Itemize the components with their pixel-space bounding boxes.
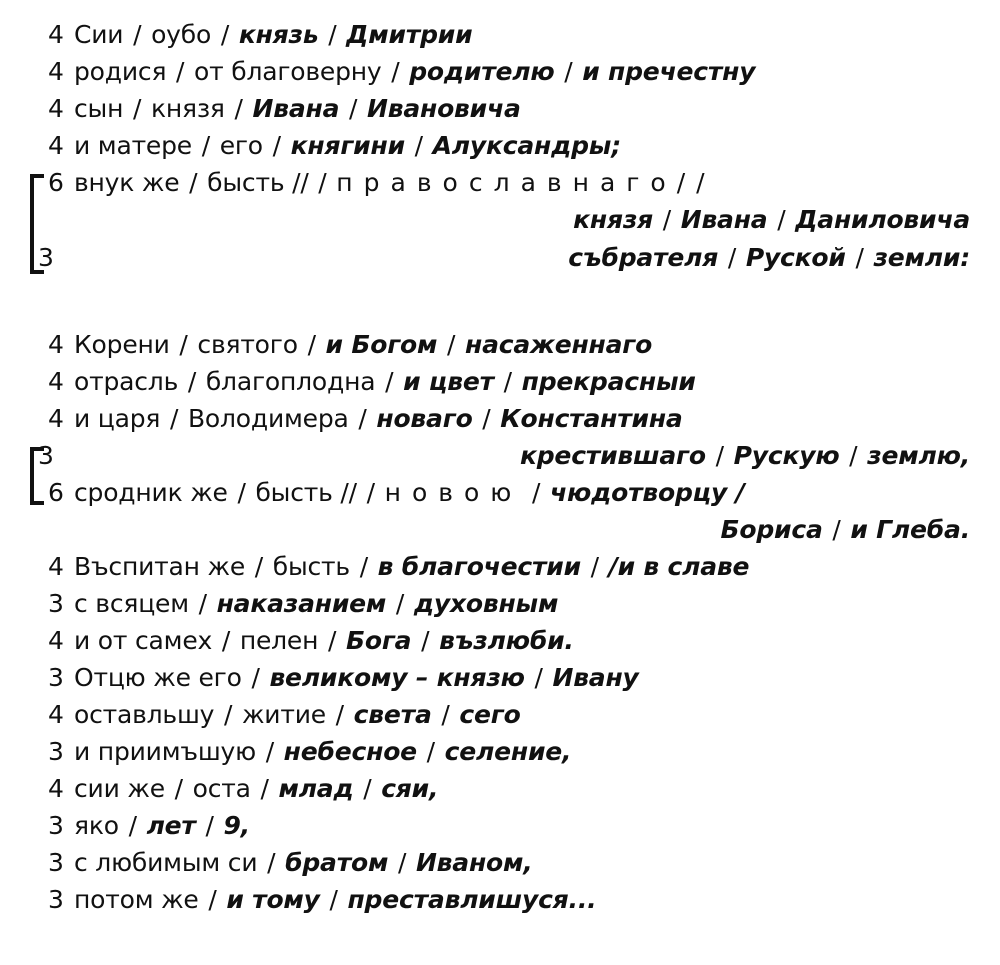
verse-segment: родителю: [409, 57, 555, 86]
verse-line: [48, 885, 596, 915]
colon-separator: /: [166, 774, 191, 803]
verse-segment: в благочестии: [377, 552, 581, 581]
verse-line: [48, 700, 521, 730]
syllable-count: 4: [48, 330, 64, 359]
colon-separator: /: [214, 626, 238, 655]
verse-segment: оставльшу: [74, 700, 215, 729]
colon-separator: /: [406, 131, 431, 160]
verse-segment: и царя: [74, 404, 161, 433]
verse-segment: землю,: [867, 441, 970, 470]
verse-segment: бысть //: [207, 168, 309, 197]
colon-separator: /: [526, 663, 551, 692]
verse-segment: Корени: [74, 330, 170, 359]
colon-separator: /: [439, 330, 463, 359]
verse-segment: святого: [197, 330, 298, 359]
verse-segment: 9,: [223, 811, 250, 840]
colon-separator: /: [433, 700, 458, 729]
colon-separator: /: [168, 57, 193, 86]
verse-segment: житие: [241, 700, 326, 729]
verse-line: [48, 330, 652, 360]
colon-separator: /: [341, 94, 365, 123]
syllable-count: 3: [48, 663, 64, 692]
verse-segment: прекрасныи: [521, 367, 696, 396]
verse-segment: Даниловича: [795, 205, 970, 234]
verse-line: [48, 589, 558, 619]
colon-separator: /: [310, 168, 335, 197]
verse-segment: его: [219, 131, 263, 160]
verse-line: [48, 168, 716, 198]
verse-segment: оста: [192, 774, 251, 803]
colon-separator: /: [350, 404, 375, 433]
verse-segment: и тому: [226, 885, 320, 914]
verse-segment: преставлишуся...: [347, 885, 597, 914]
verse-segment: Руской: [745, 243, 846, 272]
colon-separator: /: [229, 478, 254, 507]
verse-line: [573, 205, 970, 235]
syllable-count: 4: [48, 20, 64, 49]
verse-segment: Ивану: [552, 663, 639, 692]
colon-separator: /: [720, 243, 744, 272]
verse-segment: Дмитрии: [346, 20, 473, 49]
colon-separator: /: [355, 774, 380, 803]
colon-separator: /: [358, 478, 383, 507]
colon-separator: /: [556, 57, 581, 86]
verse-segment: потом же: [74, 885, 199, 914]
verse-segment: Рускую: [733, 441, 840, 470]
syllable-count: 3: [48, 848, 64, 877]
verse-segment: сего: [459, 700, 521, 729]
verse-segment: благоплодна: [205, 367, 376, 396]
colon-separator: /: [320, 626, 344, 655]
syllable-count: 3: [48, 885, 64, 914]
verse-segment: чюдотворцу /: [550, 478, 745, 507]
colon-separator: /: [351, 552, 376, 581]
verse-segment: сяи,: [381, 774, 439, 803]
colon-separator: /: [299, 330, 324, 359]
syllable-count: 3: [48, 589, 64, 618]
syllable-count: 6: [48, 478, 64, 507]
verse-segment: князя: [150, 94, 225, 123]
verse-segment: лет: [146, 811, 196, 840]
verse-segment: и пречестну: [582, 57, 756, 86]
verse-line: [48, 848, 533, 878]
syllable-count: 4: [48, 367, 64, 396]
colon-separator: /: [824, 515, 849, 544]
verse-segment: внук же: [74, 168, 180, 197]
verse-segment: и от самех: [74, 626, 213, 655]
colon-separator: /: [495, 367, 520, 396]
verse-segment: млад: [278, 774, 354, 803]
verse-line: [48, 737, 571, 767]
verse-segment: родися: [74, 57, 167, 86]
verse-line: [568, 243, 970, 273]
colon-separator: /: [190, 589, 215, 618]
syllable-count: 4: [48, 131, 64, 160]
verse-segment: новою: [384, 478, 523, 507]
syllable-count: 4: [48, 57, 64, 86]
verse-segment: Ивановича: [366, 94, 521, 123]
verse-segment: и цвет: [403, 367, 494, 396]
verse-segment: събрателя: [568, 243, 719, 272]
syllable-count: 4: [48, 94, 64, 123]
verse-segment: Ивана: [680, 205, 768, 234]
verse-segment: братом: [285, 848, 389, 877]
verse-segment: сын: [74, 94, 124, 123]
syllable-count: 4: [48, 700, 64, 729]
verse-segment: с всяцем: [74, 589, 189, 618]
verse-segment: великому – князю: [269, 663, 525, 692]
verse-segment: /и в славе: [608, 552, 750, 581]
verse-segment: Бориса: [720, 515, 823, 544]
verse-segment: Алуксандры;: [432, 131, 621, 160]
verse-segment: Володимера: [187, 404, 349, 433]
colon-separator: /: [200, 885, 225, 914]
verse-segment: бысть //: [255, 478, 357, 507]
verse-segment: от благоверну: [194, 57, 382, 86]
syllable-count: 3: [48, 811, 64, 840]
verse-segment: новаго: [376, 404, 473, 433]
colon-separator: /: [213, 20, 237, 49]
colon-separator: /: [320, 20, 345, 49]
verse-segment: княгини: [290, 131, 405, 160]
colon-separator: /: [125, 20, 150, 49]
colon-separator: /: [841, 441, 866, 470]
grouping-bracket: [30, 174, 44, 274]
verse-segment: Въспитан же: [74, 552, 246, 581]
verse-segment: князь: [238, 20, 319, 49]
colon-separator: /: [655, 205, 679, 234]
verse-segment: света: [353, 700, 432, 729]
verse-line: [48, 367, 696, 397]
syllable-count: 4: [48, 774, 64, 803]
verse-segment: духовным: [413, 589, 559, 618]
colon-separator: /: [413, 626, 438, 655]
colon-separator: /: [171, 330, 196, 359]
colon-separator: /: [243, 663, 268, 692]
verse-segment: крестившаго: [519, 441, 706, 470]
verse-segment: и матере: [74, 131, 192, 160]
verse-segment: сии же: [74, 774, 165, 803]
verse-segment: наказанием: [216, 589, 387, 618]
verse-segment: Бога: [345, 626, 412, 655]
verse-segment: с любимым си: [74, 848, 258, 877]
colon-separator: /: [582, 552, 607, 581]
verse-line: [48, 20, 472, 50]
colon-separator: /: [321, 885, 346, 914]
colon-separator: /: [125, 94, 149, 123]
colon-separator: /: [197, 811, 222, 840]
verse-segment: и приимъшую: [74, 737, 256, 766]
verse-segment: земли:: [873, 243, 970, 272]
colon-separator: /: [193, 131, 218, 160]
colon-separator: /: [252, 774, 277, 803]
verse-segment: Отцю же его: [74, 663, 242, 692]
verse-segment: Константина: [500, 404, 683, 433]
verse-segment: Сии: [74, 20, 124, 49]
colon-separator: /: [847, 243, 872, 272]
colon-separator: /: [388, 589, 412, 618]
syllable-count: 4: [48, 626, 64, 655]
verse-segment: отрасль: [74, 367, 179, 396]
verse-segment: възлюби.: [439, 626, 574, 655]
verse-segment: селение,: [444, 737, 572, 766]
verse-segment: и Богом: [325, 330, 438, 359]
colon-separator: /: [377, 367, 402, 396]
colon-separator: /: [259, 848, 284, 877]
verse-line: [48, 404, 683, 434]
verse-line: [520, 441, 970, 471]
verse-segment: и Глеба.: [850, 515, 970, 544]
verse-segment: бысть: [272, 552, 350, 581]
colon-separator: /: [247, 552, 271, 581]
colon-separator: /: [383, 57, 408, 86]
verse-line: [48, 811, 250, 841]
colon-separator: /: [257, 737, 282, 766]
colon-separator: /: [162, 404, 186, 433]
colon-separator: /: [180, 367, 204, 396]
colon-separator: /: [327, 700, 352, 729]
verse-line: [48, 478, 745, 508]
verse-segment: православнаго//: [336, 168, 716, 197]
verse-line: [48, 552, 749, 582]
verse-segment: пелен: [239, 626, 319, 655]
verse-segment: оубо: [151, 20, 212, 49]
colon-separator: /: [474, 404, 499, 433]
verse-segment: Ивана: [252, 94, 340, 123]
colon-separator: /: [226, 94, 251, 123]
verse-segment: небесное: [283, 737, 417, 766]
verse-line: [721, 515, 971, 545]
verse-line: [48, 626, 574, 656]
colon-separator: /: [524, 478, 549, 507]
grouping-bracket: [30, 447, 44, 505]
colon-separator: /: [769, 205, 794, 234]
colon-separator: /: [181, 168, 206, 197]
syllable-count: 3: [48, 737, 64, 766]
syllable-count: 6: [48, 168, 64, 197]
verse-line: [48, 663, 639, 693]
colon-separator: /: [120, 811, 145, 840]
colon-separator: /: [216, 700, 240, 729]
verse-segment: яко: [74, 811, 119, 840]
colon-separator: /: [390, 848, 414, 877]
colon-separator: /: [264, 131, 289, 160]
verse-segment: князя: [573, 205, 653, 234]
verse-segment: насаженнаго: [465, 330, 653, 359]
verse-line: [48, 774, 438, 804]
syllable-count: 4: [48, 404, 64, 433]
syllable-count: 3: [38, 243, 54, 272]
verse-line: [48, 131, 621, 161]
colon-separator: /: [418, 737, 443, 766]
verse-line: [48, 57, 755, 87]
colon-separator: /: [707, 441, 732, 470]
syllable-count: 3: [38, 441, 54, 470]
verse-line: [48, 94, 521, 124]
verse-segment: сродник же: [74, 478, 228, 507]
syllable-count: 4: [48, 552, 64, 581]
verse-segment: Иваном,: [415, 848, 533, 877]
